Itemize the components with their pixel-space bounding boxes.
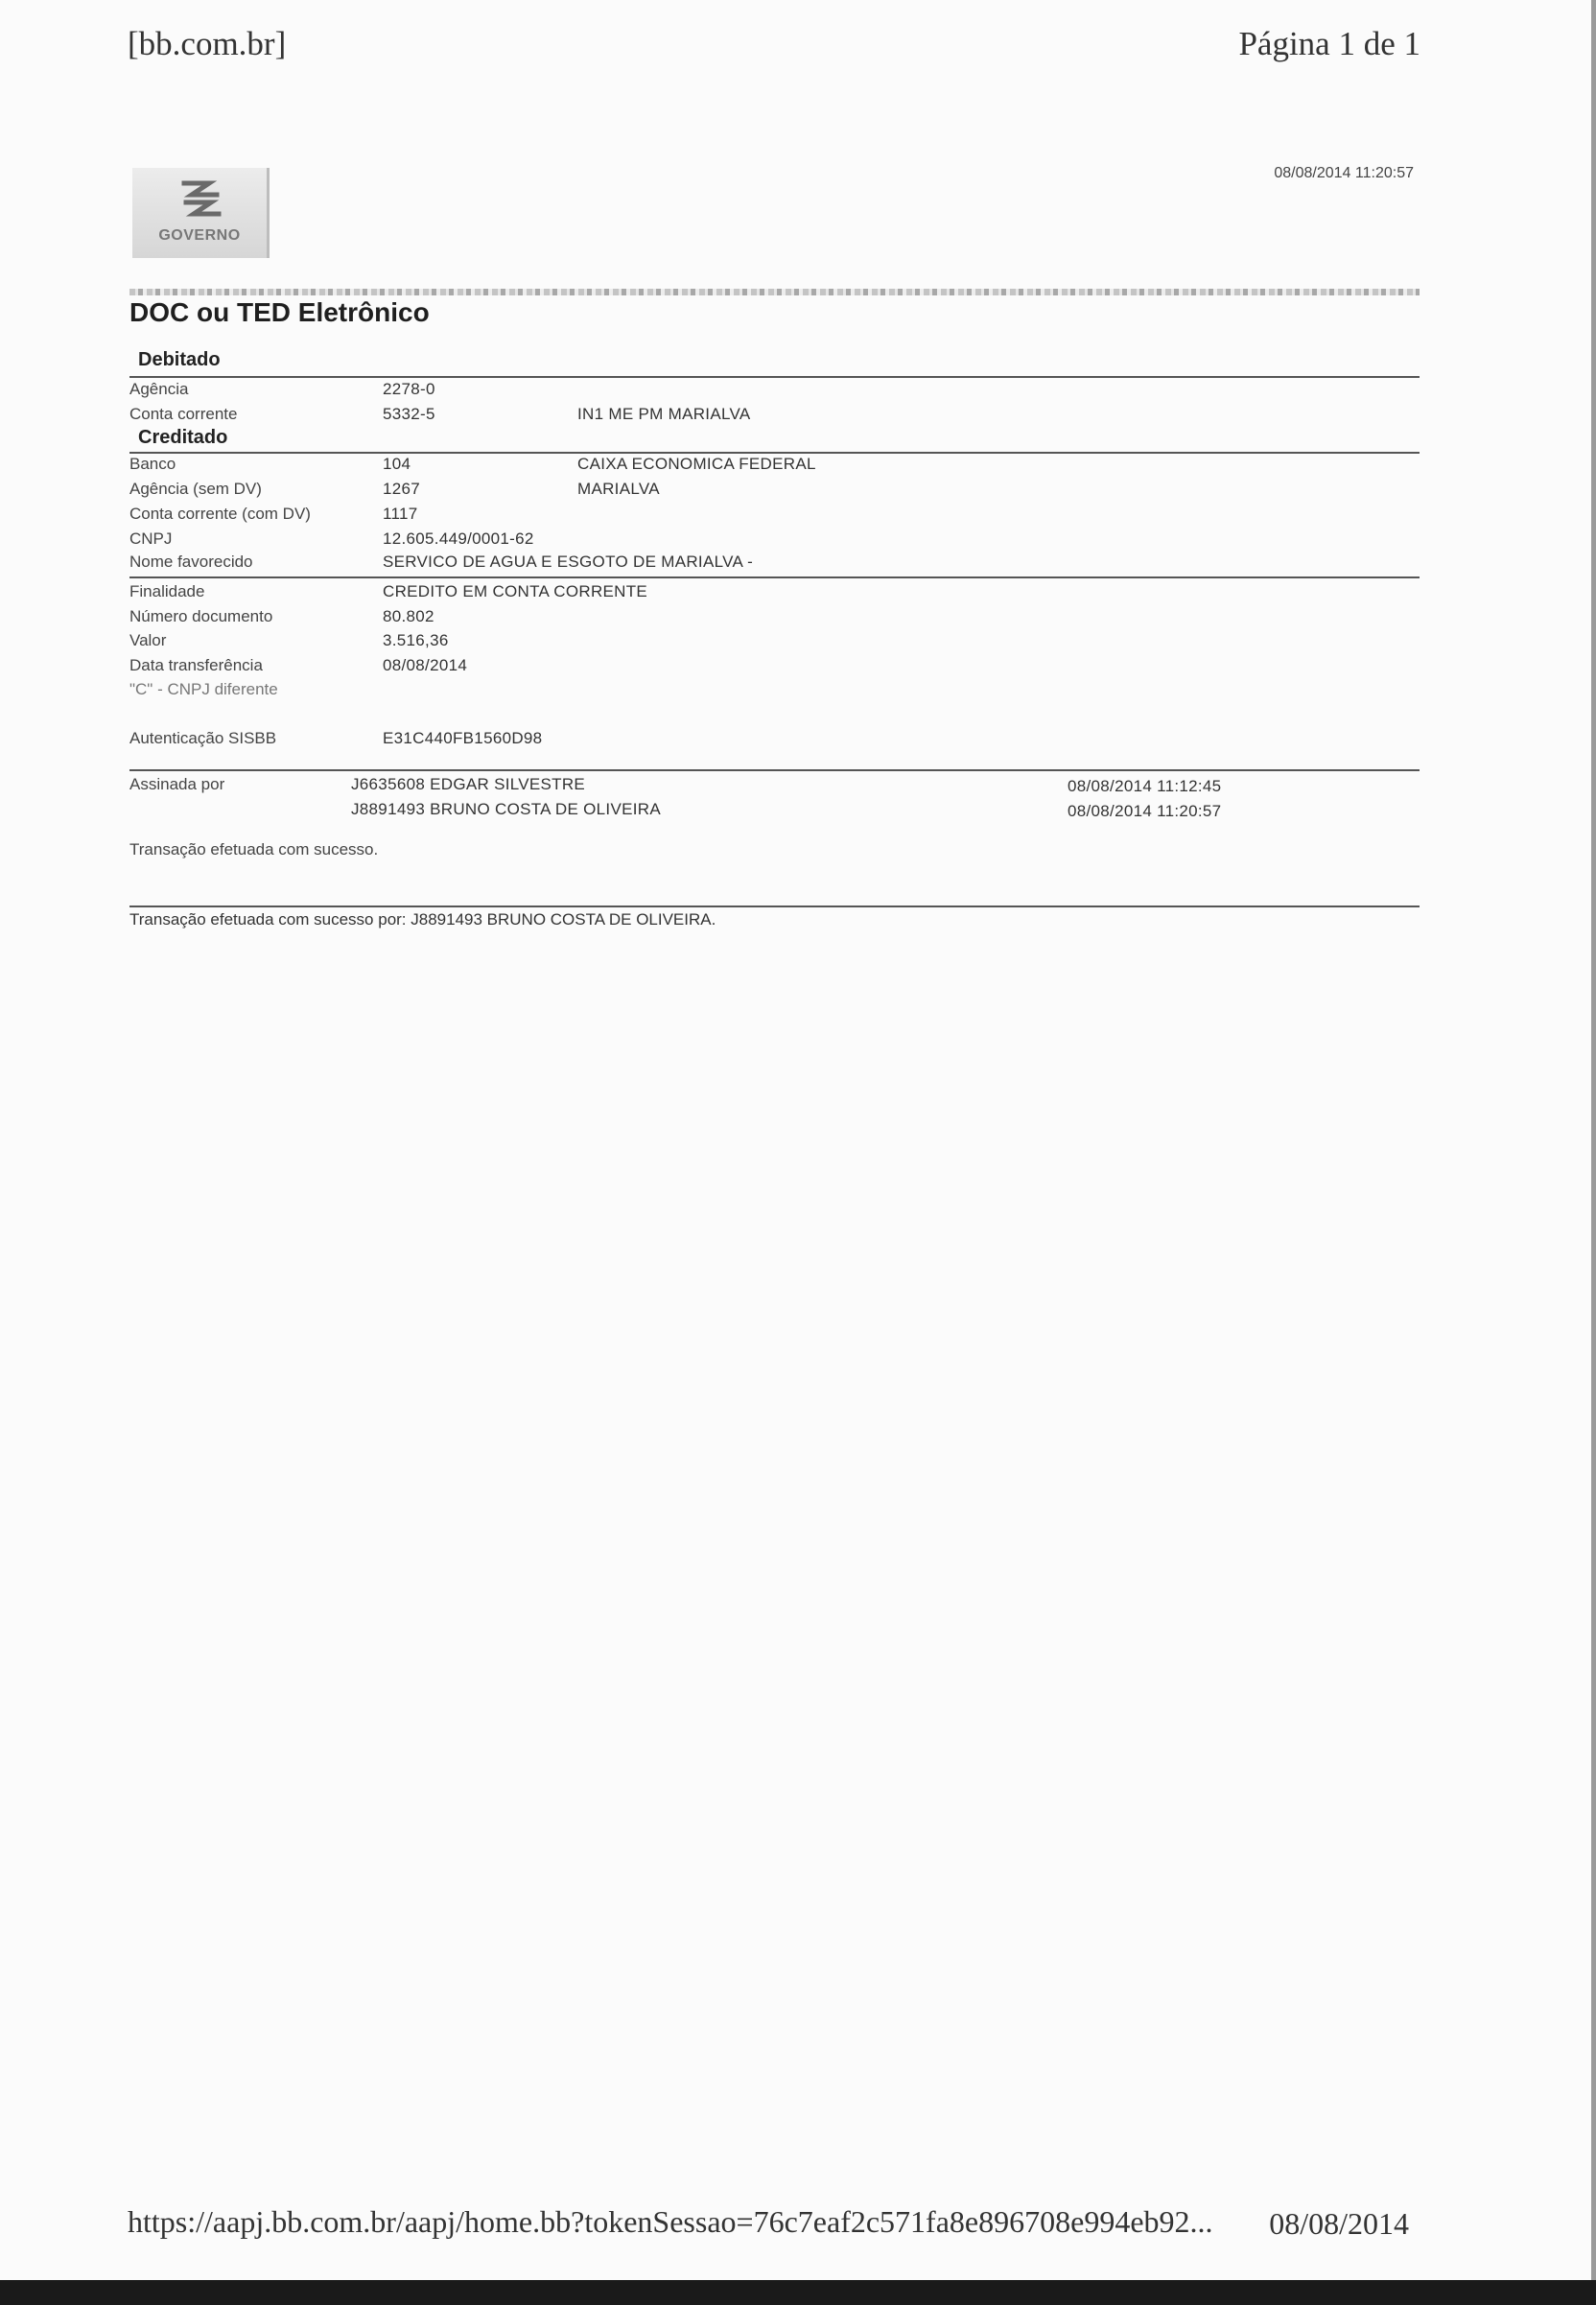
- bank-logo-icon: [171, 174, 232, 222]
- value-conta-debito-titular: IN1 ME PM MARIALVA: [577, 405, 751, 423]
- logo-label: GOVERNO: [158, 227, 241, 244]
- value-agencia-cidade: MARIALVA: [577, 480, 660, 498]
- value-banco-nome: CAIXA ECONOMICA FEDERAL: [577, 455, 816, 473]
- label-cnpj: CNPJ: [129, 529, 173, 548]
- status-message-by: Transação efetuada com sucesso por: J8891493 BRUNO COSTA DE OLIVEIRA.: [129, 910, 716, 929]
- header-divider: [129, 289, 1420, 295]
- value-agencia-credito: 1267: [383, 480, 421, 498]
- governo-logo: [132, 168, 270, 258]
- label-autenticacao: Autenticação SISBB: [129, 729, 277, 747]
- label-valor: Valor: [129, 631, 167, 649]
- value-data-transferencia: 08/08/2014: [383, 656, 468, 674]
- value-agencia-debito: 2278-0: [383, 380, 435, 398]
- section-rule: [129, 576, 1420, 578]
- value-conta-credito: 1117: [383, 505, 418, 523]
- print-footer-url: https://aapj.bb.com.br/aapj/home.bb?tokenSessao=76c7eaf2c571fa8e896708e994eb92...: [128, 2204, 1213, 2239]
- section-rule: [129, 376, 1420, 378]
- label-numero-documento: Número documento: [129, 607, 273, 625]
- value-conta-debito: 5332-5: [383, 405, 435, 423]
- label-data-transferencia: Data transferência: [129, 656, 263, 674]
- page-bottom-edge: [0, 2280, 1596, 2305]
- cnpj-note: "C" - CNPJ diferente: [129, 680, 278, 698]
- label-banco: Banco: [129, 455, 176, 473]
- value-numero-documento: 80.802: [383, 607, 434, 625]
- section-heading-creditado: Creditado: [138, 427, 228, 448]
- print-header-site: [bb.com.br]: [128, 25, 287, 62]
- print-timestamp: 08/08/2014 11:20:57: [1274, 165, 1414, 181]
- page-edge-shadow: [1591, 0, 1596, 2305]
- signer-name: J8891493 BRUNO COSTA DE OLIVEIRA: [351, 800, 661, 818]
- value-finalidade: CREDITO EM CONTA CORRENTE: [383, 582, 648, 600]
- value-autenticacao: E31C440FB1560D98: [383, 729, 543, 747]
- label-assinada-por: Assinada por: [129, 775, 225, 793]
- section-heading-debitado: Debitado: [138, 349, 221, 370]
- print-footer-date: 08/08/2014: [1269, 2206, 1409, 2241]
- value-cnpj: 12.605.449/0001-62: [383, 529, 534, 548]
- value-valor: 3.516,36: [383, 631, 449, 649]
- value-nome-favorecido: SERVICO DE AGUA E ESGOTO DE MARIALVA -: [383, 553, 754, 571]
- page-title: DOC ou TED Eletrônico: [129, 297, 430, 327]
- status-message: Transação efetuada com sucesso.: [129, 840, 379, 858]
- section-rule: [129, 452, 1420, 454]
- signer-datetime: 08/08/2014 11:12:45: [1068, 777, 1222, 795]
- label-agencia-debito: Agência: [129, 380, 189, 398]
- section-rule: [129, 769, 1420, 771]
- section-rule: [129, 906, 1420, 907]
- label-nome-favorecido: Nome favorecido: [129, 553, 253, 571]
- label-conta-debito: Conta corrente: [129, 405, 238, 423]
- signer-name: J6635608 EDGAR SILVESTRE: [351, 775, 586, 793]
- label-conta-credito: Conta corrente (com DV): [129, 505, 311, 523]
- label-finalidade: Finalidade: [129, 582, 205, 600]
- signer-datetime: 08/08/2014 11:20:57: [1068, 802, 1222, 820]
- print-header-page: Página 1 de 1: [1238, 25, 1420, 62]
- value-banco: 104: [383, 455, 411, 473]
- label-agencia-credito: Agência (sem DV): [129, 480, 262, 498]
